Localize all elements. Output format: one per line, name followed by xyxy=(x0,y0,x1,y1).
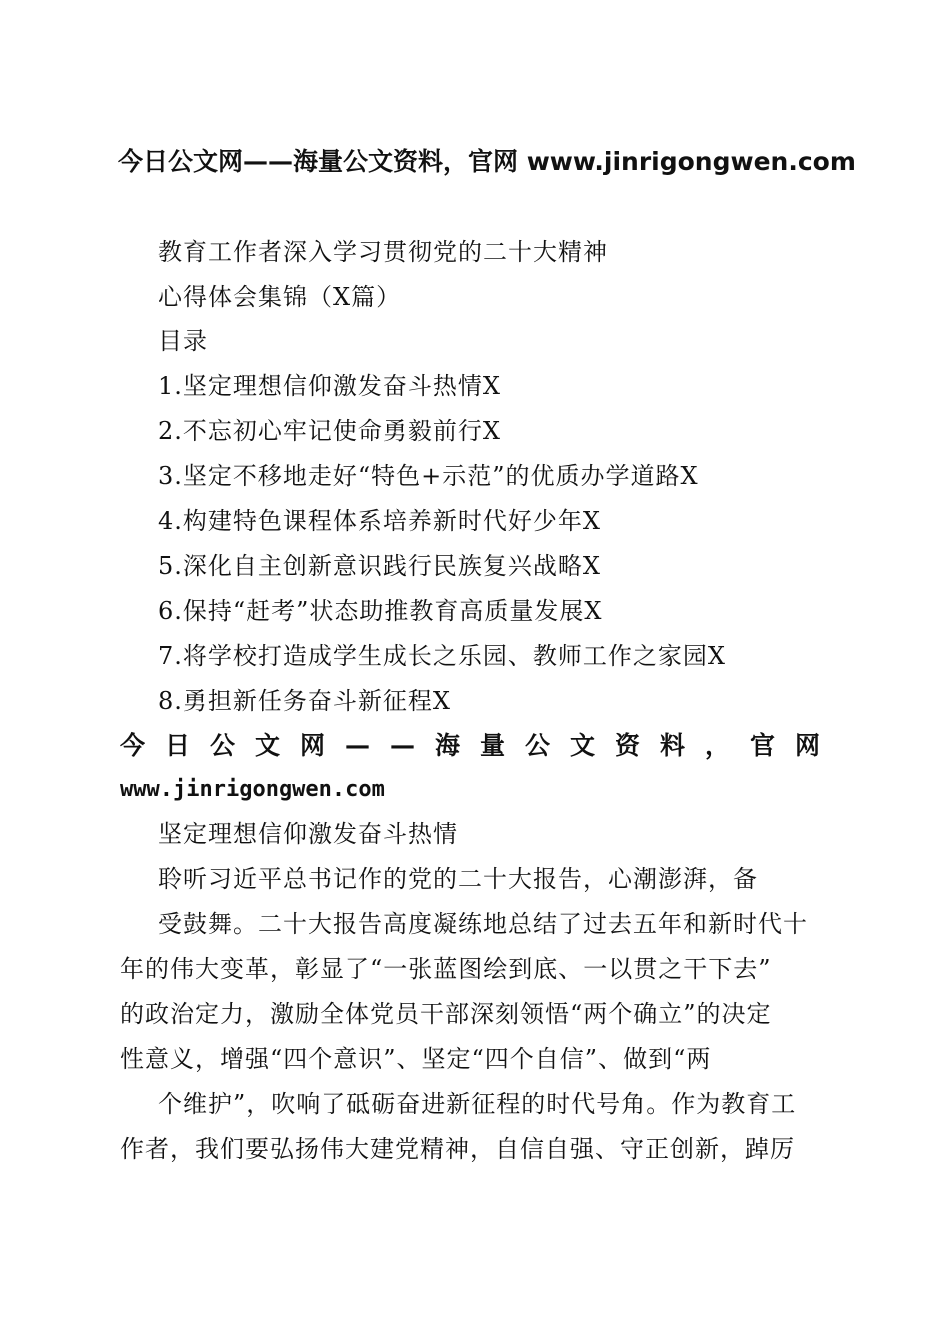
banner-char: — xyxy=(389,731,415,760)
banner-char: 网 xyxy=(300,731,326,760)
toc-item: 3.坚定不移地走好“特色+示范”的优质办学道路X xyxy=(158,462,699,490)
banner-url: www.jinrigongwen.com xyxy=(120,777,385,802)
article-line: 受鼓舞。二十大报告高度凝练地总结了过去五年和新时代十 xyxy=(158,910,808,938)
article-line: 的政治定力，激励全体党员干部深刻领悟“两个确立”的决定 xyxy=(120,1000,772,1028)
banner-char: 量 xyxy=(479,731,505,760)
banner-char: 文 xyxy=(255,731,281,760)
document-title-line-2: 心得体会集锦（X篇） xyxy=(158,283,402,311)
toc-item: 7.将学校打造成学生成长之乐园、教师工作之家园X xyxy=(158,642,726,670)
banner-char: ， xyxy=(704,731,730,760)
toc-item: 1.坚定理想信仰激发奋斗热情X xyxy=(158,372,501,400)
document-title-line-1: 教育工作者深入学习贯彻党的二十大精神 xyxy=(158,238,608,266)
toc-heading: 目录 xyxy=(158,327,208,355)
banner-char: 官 xyxy=(749,731,775,760)
toc-item: 4.构建特色课程体系培养新时代好少年X xyxy=(158,507,601,535)
banner-char: 公 xyxy=(210,731,236,760)
banner-char: 料 xyxy=(659,731,685,760)
banner-char: 公 xyxy=(524,731,550,760)
banner-char: 资 xyxy=(614,731,640,760)
banner-char: 文 xyxy=(569,731,595,760)
banner-char: 日 xyxy=(165,731,191,760)
banner-char: — xyxy=(345,731,370,760)
article-heading: 坚定理想信仰激发奋斗热情 xyxy=(158,820,458,848)
banner-char: 海 xyxy=(434,731,460,760)
article-line: 个维护”，吹响了砥砺奋进新征程的时代号角。作为教育工 xyxy=(158,1090,797,1118)
site-header: 今日公文网——海量公文资料，官网 www.jinrigongwen.com xyxy=(118,147,856,176)
toc-item: 8.勇担新任务奋斗新征程X xyxy=(158,687,451,715)
banner-char: 今 xyxy=(120,731,146,760)
toc-item: 6.保持“赶考”状态助推教育高质量发展X xyxy=(158,597,603,625)
site-banner xyxy=(120,730,820,762)
article-line: 性意义，增强“四个意识”、坚定“四个自信”、做到“两 xyxy=(120,1045,712,1073)
article-line: 年的伟大变革，彰显了“一张蓝图绘到底、一以贯之干下去” xyxy=(120,955,772,983)
article-line: 聆听习近平总书记作的党的二十大报告，心潮澎湃，备 xyxy=(158,865,758,893)
toc-item: 2.不忘初心牢记使命勇毅前行X xyxy=(158,417,501,445)
toc-item: 5.深化自主创新意识践行民族复兴战略X xyxy=(158,552,601,580)
banner-char: 网 xyxy=(794,731,820,760)
article-line: 作者，我们要弘扬伟大建党精神，自信自强、守正创新，踔厉 xyxy=(120,1135,795,1163)
